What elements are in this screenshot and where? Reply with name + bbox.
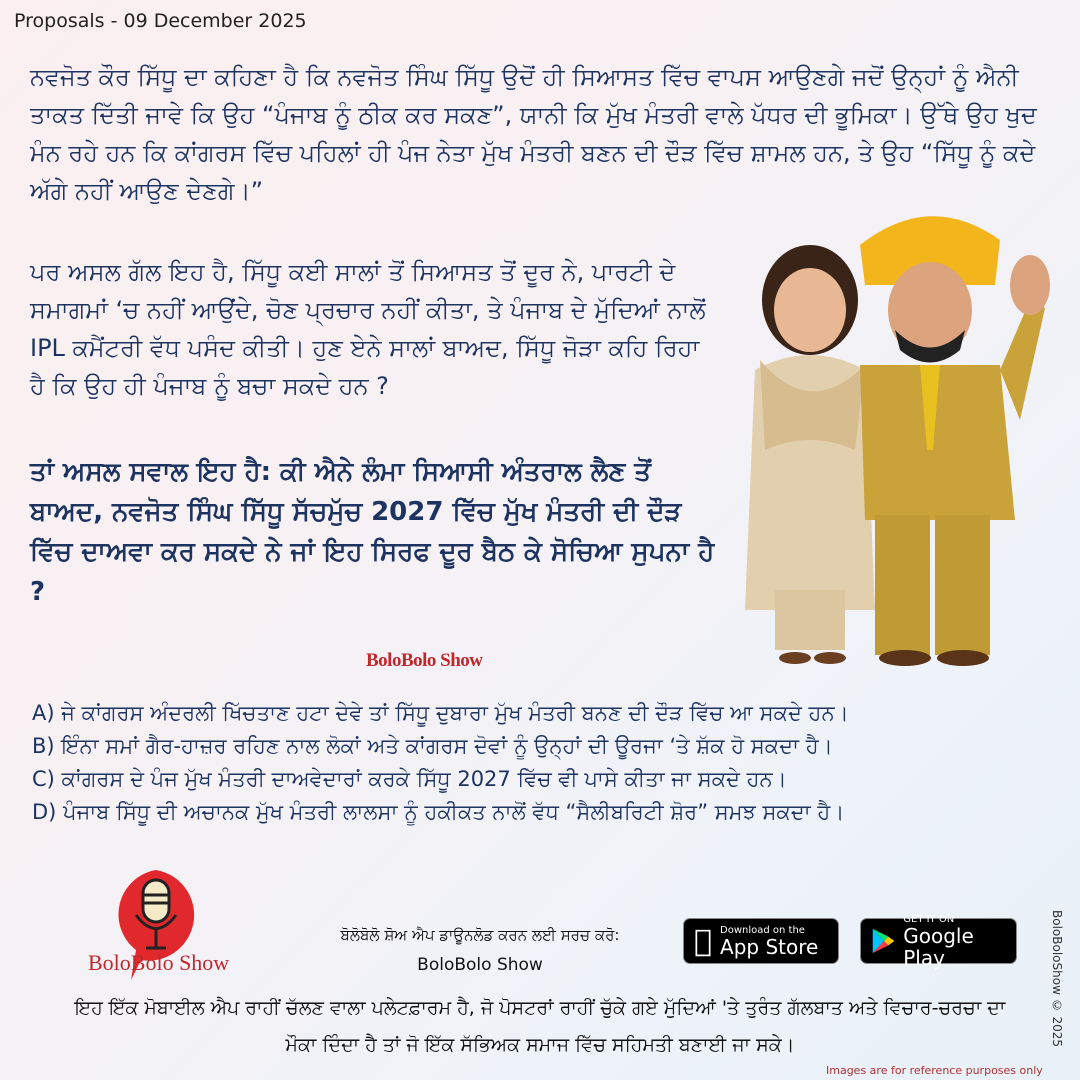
app-store-small: Download on the	[702, 924, 787, 936]
google-play-button[interactable]	[860, 913, 1017, 970]
google-play-big: Google Play	[903, 923, 974, 970]
google-play-small: GET IT ON	[903, 913, 955, 925]
paragraph-intro: ਨਵਜੋਤ ਕੌਰ ਸਿੱਧੂ ਦਾ ਕਹਿਣਾ ਹੈ ਕਿ ਨਵਜੋਤ ਸਿੰਘ ਸਿੱਧੂ ਉਦੋਂ ਹੀ ਸਿਆਸਤ ਵਿੱਚ ਵਾਪਸ ਆਉਣਗੇ ਜਦੋਂ ਉਨ੍ਹਾਂ ਨੂੰ ਐਨੀ ਤਾਕਤ ਦਿੱਤੀ ਜਾਵੇ ਕਿ ਉਹ “ਪੰਜਾਬ ਨੂੰ ਠੀਕ ਕਰ ਸਕਣ”, ਯਾਨੀ ਕਿ ਮੁੱਖ ਮੰਤਰੀ ਵਾਲੇ ਪੱਧਰ ਦੀ ਭੂਮਿਕਾ। ਉੱਥੇ ਉਹ ਖੁਦ ਮੰਨ ਰਹੇ ਹਨ ਕਿ ਕਾਂਗਰਸ ਵਿੱਚ ਪਹਿਲਾਂ ਹੀ ਪੰਜ ਨੇਤਾ ਮੁੱਖ ਮੰਤਰੀ ਬਣਨ ਦੀ ਦੌੜ ਵਿੱਚ ਸ਼ਾਮਲ ਹਨ, ਤੇ ਉਹ “ਸਿੱਧੂ ਨੂੰ ਕਦੇ ਅੱਗੇ ਨਹੀਂ ਆਉਣ ਦੇਣਗੇ।”	[30, 63, 1037, 205]
option-a[interactable]: A) ਜੇ ਕਾਂਗਰਸ ਅੰਦਰਲੀ ਖਿੱਚਤਾਣ ਹਟਾ ਦੇਵੇ ਤਾਂ ਸਿੱਧੂ ਦੁਬਾਰਾ ਮੁੱਖ ਮੰਤਰੀ ਬਨਣ ਦੀ ਦੌੜ ਵਿੱਚ ਆ ਸਕਦੇ ਹਨ।	[32, 701, 849, 725]
app-name: BoloBolo Show	[417, 955, 543, 975]
option-c[interactable]: C) ਕਾਂਗਰਸ ਦੇ ਪੰਜ ਮੁੱਖ ਮੰਤਰੀ ਦਾਅਵੇਦਾਰਾਂ ਕਰਕੇ ਸਿੱਧੂ 2027 ਵਿੱਚ ਵੀ ਪਾਸੇ ਕੀਤਾ ਜਾ ਸਕਦੇ ਹਨ।	[32, 767, 787, 791]
watermark: BoloBolo Show	[366, 650, 483, 671]
paragraph-context: ਪਰ ਅਸਲ ਗੱਲ ਇਹ ਹੈ, ਸਿੱਧੂ ਕਈ ਸਾਲਾਂ ਤੋਂ ਸਿਆਸਤ ਤੋਂ ਦੂਰ ਨੇ, ਪਾਰਟੀ ਦੇ ਸਮਾਗਮਾਂ ‘ਚ ਨਹੀਂ ਆਉਂਦੇ, ਚੋਣ ਪ੍ਰਚਾਰ ਨਹੀਂ ਕੀਤਾ, ਤੇ ਪੰਜਾਬ ਦੇ ਮੁੱਦਿਆਂ ਨਾਲੋਂ IPL ਕਮੈਂਟਰੀ ਵੱਧ ਪਸੰਦ ਕੀਤੀ। ਹੁਣ ਏਨੇ ਸਾਲਾਂ ਬਾਅਦ, ਸਿੱਧੂ ਜੋੜਾ ਕਹਿ ਰਿਹਾ ਹੈ ਕਿ ਉਹ ਹੀ ਪੰਜਾਬ ਨੂੰ ਬਚਾ ਸਕਦੇ ਹਨ ?	[30, 258, 706, 400]
app-store-button[interactable]	[683, 918, 839, 964]
options-list	[32, 697, 849, 829]
option-b[interactable]: B) ਇੰਨਾ ਸਮਾਂ ਗੈਰ-ਹਾਜ਼ਰ ਰਹਿਣ ਨਾਲ ਲੋਕਾਂ ਅਤੇ ਕਾਂਗਰਸ ਦੋਵਾਂ ਨੂੰ ਉਨ੍ਹਾਂ ਦੀ ਊਰਜਾ ‘ਤੇ ਸ਼ੱਕ ਹੋ ਸਕਦਾ ਹੈ।	[32, 734, 833, 758]
google-play-icon	[871, 926, 895, 956]
couple-illustration	[715, 190, 1055, 680]
copyright: BoloBoloShow © 2025	[1050, 910, 1064, 1048]
download-prompt	[300, 920, 660, 980]
option-d[interactable]: D) ਪੰਜਾਬ ਸਿੱਧੂ ਦੀ ਅਚਾਨਕ ਮੁੱਖ ਮੰਤਰੀ ਲਾਲਸਾ ਨੂੰ ਹਕੀਕਤ ਨਾਲੋਂ ਵੱਧ “ਸੈਲੀਬਰਿਟੀ ਸ਼ੋਰ” ਸਮਝ ਸਕਦਾ ਹੈ।	[32, 800, 845, 824]
page-title: Proposals - 09 December 2025	[14, 10, 307, 32]
download-prompt-text: ਬੋਲੋਬੋਲੋ ਸ਼ੋਅ ਐਪ ਡਾਊਨਲੋਡ ਕਰਨ ਲਈ ਸਰਚ ਕਰੋ:	[340, 926, 620, 944]
platform-description: ਇਹ ਇੱਕ ਮੋਬਾਈਲ ਐਪ ਰਾਹੀਂ ਚੱਲਣ ਵਾਲਾ ਪਲੇਟਫ਼ਾਰਮ ਹੈ, ਜੋ ਪੋਸਟਰਾਂ ਰਾਹੀਂ ਚੁੱਕੇ ਗਏ ਮੁੱਦਿਆਂ 'ਤੇ ਤੁਰੰਤ ਗੱਲਬਾਤ ਅਤੇ ਵਿਚਾਰ-ਚਰਚਾ ਦਾ ਮੌਕਾ ਦਿੰਦਾ ਹੈ ਤਾਂ ਜੋ ਇੱਕ ਸੱਭਿਅਕ ਸਮਾਜ ਵਿੱਚ ਸਹਿਮਤੀ ਬਣਾਈ ਜਾ ਸਕੇ।	[74, 997, 1006, 1056]
app-store-big: App Store	[702, 934, 801, 959]
logo-text: BoloBolo Show	[88, 950, 230, 975]
apple-icon	[694, 924, 712, 959]
disclaimer: Images are for reference purposes only	[826, 1064, 1043, 1077]
question-heading: ਤਾਂ ਅਸਲ ਸਵਾਲ ਇਹ ਹੈ: ਕੀ ਐਨੇ ਲੰਮਾ ਸਿਆਸੀ ਅੰਤਰਾਲ ਲੈਣ ਤੋਂ ਬਾਅਦ, ਨਵਜੋਤ ਸਿੰਘ ਸਿੱਧੂ ਸੱਚਮੁੱਚ 2027 ਵਿੱਚ ਮੁੱਖ ਮੰਤਰੀ ਦੀ ਦੌੜ ਵਿੱਚ ਦਾਅਵਾ ਕਰ ਸਕਦੇ ਨੇ ਜਾਂ ਇਹ ਸਿਰਫ ਦੂਰ ਬੈਠ ਕੇ ਸੋਚਿਆ ਸੁਪਨਾ ਹੈ ?	[30, 457, 715, 607]
